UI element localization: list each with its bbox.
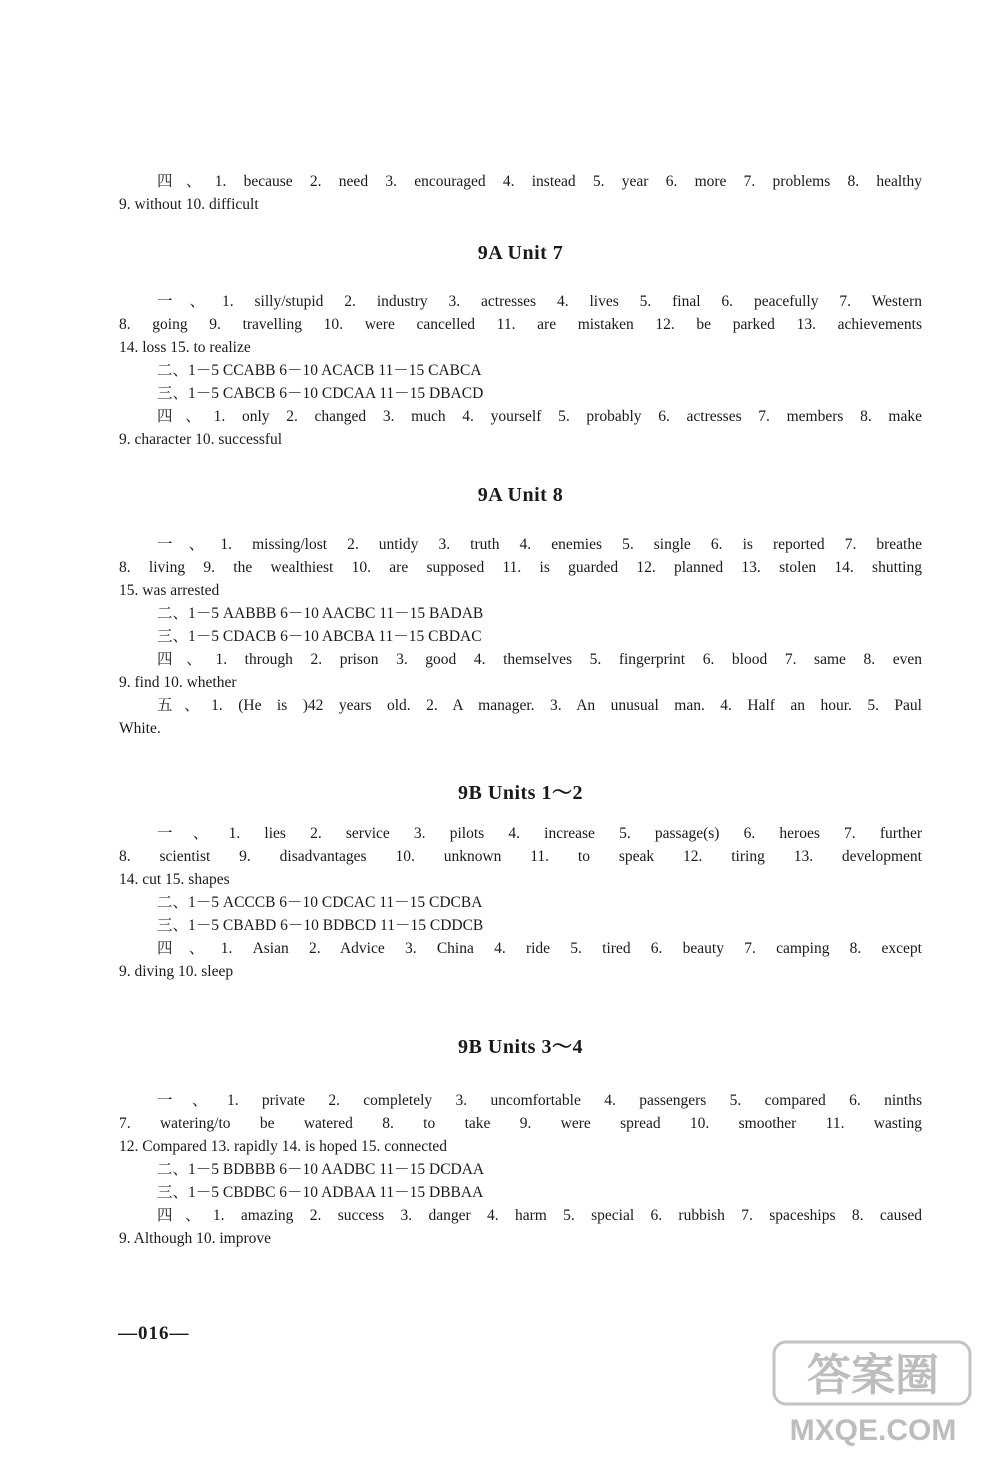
section-heading-9b-units-1-2: 9B Units 1～2	[458, 782, 583, 804]
section-heading-9a-unit-8: 9A Unit 8	[477, 484, 564, 506]
answer-line: 12. Compared 13. rapidly 14. is hoped 15. connected	[119, 1138, 448, 1155]
answer-line: 一、1. missing/lost 2. untidy 3. truth 4. enemies 5. single 6. is reported 7. breathe	[157, 536, 922, 553]
answer-line: 四、1. Asian 2. Advice 3. China 4. ride 5. tired 6. beauty 7. camping 8. except	[157, 940, 922, 957]
answer-line: 二、1－5 ACCCB 6－10 CDCAC 11－15 CDCBA	[157, 894, 483, 911]
answers-block-9b-units-1-2	[119, 822, 922, 983]
answer-line: White.	[119, 720, 161, 737]
answer-line: 9. find 10. whether	[119, 674, 237, 691]
answer-line: 三、1－5 CBABD 6－10 BDBCD 11－15 CDDCB	[157, 917, 484, 934]
answers-block-continued	[119, 170, 922, 216]
answers-block-9a-unit-8	[119, 533, 922, 740]
answer-line: 二、1－5 BDBBB 6－10 AADBC 11－15 DCDAA	[157, 1161, 485, 1178]
answer-line: 四、1. amazing 2. success 3. danger 4. harm 5. special 6. rubbish 7. spaceships 8. caused	[157, 1207, 922, 1224]
answer-line: 8. going 9. travelling 10. were cancelled 11. are mistaken 12. be parked 13. achievements	[119, 316, 922, 333]
answers-block-9b-units-3-4	[119, 1089, 922, 1250]
answer-line: 7. watering/to be watered 8. to take 9. were spread 10. smoother 11. wasting	[119, 1115, 922, 1132]
section-heading-9b-units-3-4: 9B Units 3～4	[458, 1036, 583, 1058]
answer-line: 四、1. because 2. need 3. encouraged 4. instead 5. year 6. more 7. problems 8. healthy	[157, 173, 922, 190]
answer-line: 五、1. (He is )42 years old. 2. A manager. 3. An unusual man. 4. Half an hour. 5. Paul	[157, 697, 922, 714]
watermark-bottom-text: MXQE.COM	[789, 1414, 957, 1447]
answer-line: 8. scientist 9. disadvantages 10. unknown 11. to speak 12. tiring 13. development	[119, 848, 922, 865]
watermark-top-text: 答案圈	[807, 1351, 939, 1400]
answer-line: 三、1－5 CABCB 6－10 CDCAA 11－15 DBACD	[157, 385, 484, 402]
answers-block-9a-unit-7	[119, 290, 922, 451]
watermark-logo	[768, 1332, 978, 1452]
answer-line: 14. cut 15. shapes	[119, 871, 230, 888]
answer-line: 三、1－5 CDACB 6－10 ABCBA 11－15 CBDAC	[157, 628, 482, 645]
answer-line: 四、1. through 2. prison 3. good 4. themselves 5. fingerprint 6. blood 7. same 8. even	[157, 651, 922, 668]
section-heading-9a-unit-7: 9A Unit 7	[477, 242, 564, 264]
answer-line: 9. without 10. difficult	[119, 196, 259, 213]
answer-line: 9. Although 10. improve	[119, 1230, 271, 1247]
answer-line: 15. was arrested	[119, 582, 220, 599]
answer-line: 二、1－5 AABBB 6－10 AACBC 11－15 BADAB	[157, 605, 484, 622]
answer-line: 8. living 9. the wealthiest 10. are supposed 11. is guarded 12. planned 13. stolen 14. shutting	[119, 559, 922, 576]
page-number: —016—	[118, 1323, 190, 1344]
answer-line: 一、1. private 2. completely 3. uncomfortable 4. passengers 5. compared 6. ninths	[157, 1092, 922, 1109]
answer-line: 三、1－5 CBDBC 6－10 ADBAA 11－15 DBBAA	[157, 1184, 484, 1201]
answer-line: 二、1－5 CCABB 6－10 ACACB 11－15 CABCA	[157, 362, 482, 379]
answer-line: 四、1. only 2. changed 3. much 4. yourself 5. probably 6. actresses 7. members 8. make	[157, 408, 922, 425]
answer-line: 14. loss 15. to realize	[119, 339, 251, 356]
answer-line: 9. diving 10. sleep	[119, 963, 234, 980]
answer-line: 一、1. lies 2. service 3. pilots 4. increase 5. passage(s) 6. heroes 7. further	[157, 825, 922, 842]
answer-line: 一、1. silly/stupid 2. industry 3. actresses 4. lives 5. final 6. peacefully 7. Western	[157, 293, 922, 310]
answer-line: 9. character 10. successful	[119, 431, 283, 448]
